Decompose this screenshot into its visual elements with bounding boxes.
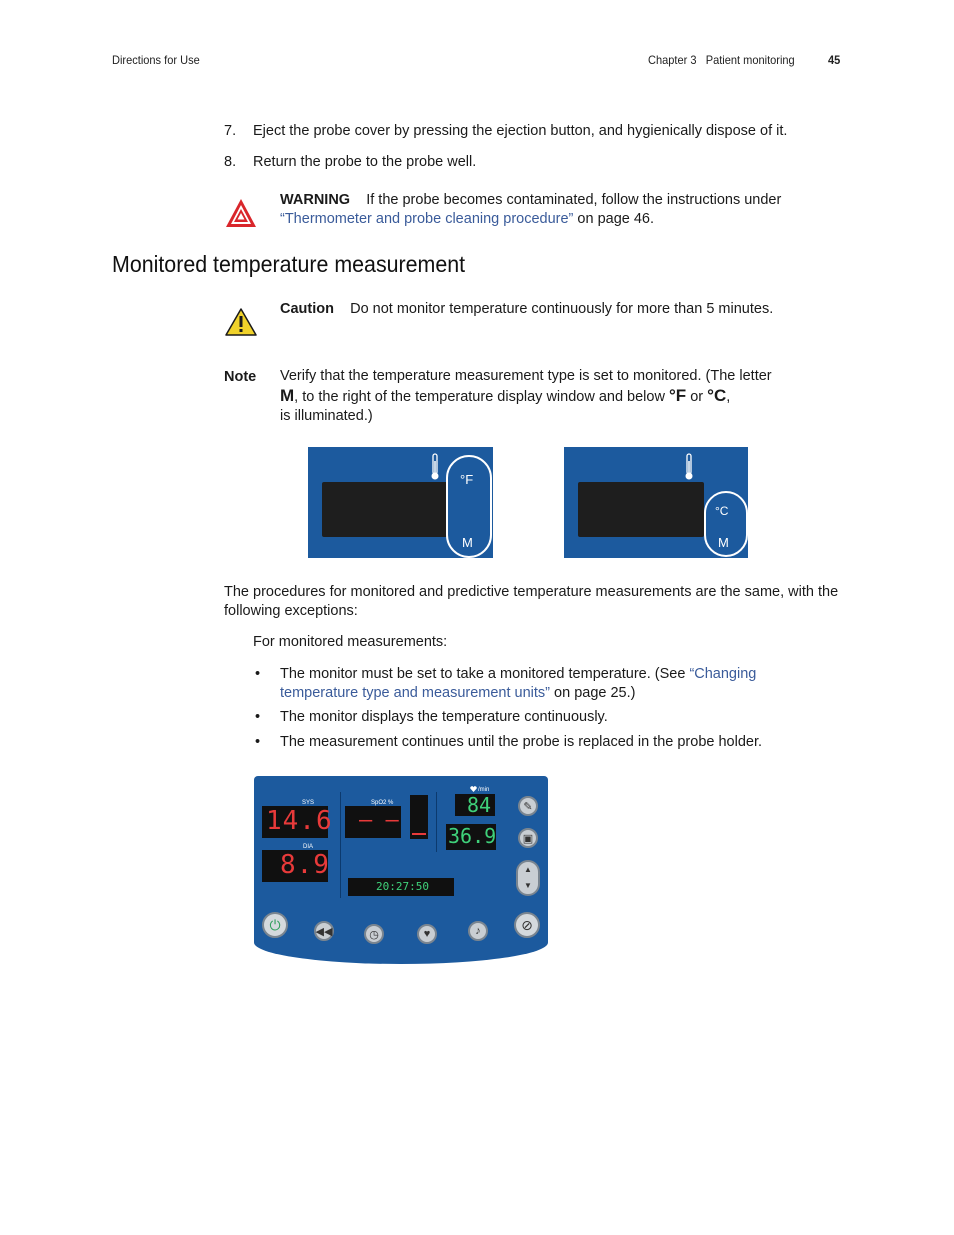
page-number: 45 [828,53,841,67]
pulse-display [455,794,495,816]
temp-value: 36.9 [448,824,497,848]
temp-display [446,824,496,850]
warning-block [280,191,840,229]
monitor-front-panel [254,776,548,964]
mode-label: M [462,535,473,550]
note-or: or [690,389,704,405]
bullet-marker: • [255,666,261,682]
temp-panel-fahrenheit [308,447,493,558]
bullet-1-text-after: on page 25.) [554,685,636,701]
down-arrow-icon: ▼ [524,881,532,890]
chapter-number: Chapter 3 [648,53,697,67]
sys-label: SYS [302,800,315,806]
bullet-marker: • [255,709,261,725]
pulse-bar-graph [410,795,428,839]
unit-label: °C [715,504,729,518]
probe-icon: ✎ [523,800,533,813]
warning-text: If the probe becomes contaminated, follow the instructions under [366,192,782,208]
clock-display [348,878,454,896]
note-line-3: is illuminated.) [280,408,373,424]
bullet-1-link[interactable]: “Changing temperature type and measurement units” [280,666,757,701]
caution-label: Caution [280,301,334,317]
spo2-value: – – [359,808,399,833]
unit-f: °F [668,386,687,405]
unit-label: °F [460,472,474,487]
rewind-button[interactable] [314,921,334,941]
thermometer-icon [684,453,694,481]
step-7 [224,122,236,141]
print-icon: ▣ [522,832,534,845]
temperature-lcd [578,482,704,537]
spo2-display [345,806,401,838]
note-line-2 [280,386,840,407]
step-number: 7. [224,123,237,139]
note-line-2-text: , to the right of the temperature display window and below [294,389,665,405]
divider [436,792,437,852]
bar-segment [412,833,426,835]
timer-icon: ◷ [369,928,379,941]
print-button[interactable] [518,828,538,848]
note-label: Note [224,369,257,385]
up-arrow-icon: ▲ [524,865,532,874]
divider [340,792,341,898]
bullet-1 [280,665,825,703]
sys-value: 14.6 [266,806,333,836]
power-icon: ⏻ [269,916,281,933]
mode-label: M [718,535,729,550]
note-line-1: Verify that the temperature measurement type is set to monitored. (The letter [280,368,772,384]
procedures-paragraph: The procedures for monitored and predictive temperature measurements are the same, with the following exceptions: [224,584,839,619]
pulse-unit: /min [478,787,490,793]
monitored-intro: For monitored measurements: [253,634,448,650]
step-number: 8. [224,154,237,170]
note-comma: , [726,389,731,405]
note-text [280,367,840,426]
warning-link[interactable]: “Thermometer and probe cleaning procedure” [280,211,574,227]
clock-value: 20:27:50 [376,880,429,893]
silence-button[interactable] [514,912,540,938]
warning-text-after: on page 46. [577,211,655,227]
pulse-value: 84 [467,793,492,817]
dia-display [262,850,328,882]
dia-label: DIA [303,844,314,850]
letter-m: M [280,386,295,405]
chapter-title: Patient monitoring [705,53,795,67]
unit-c: °C [707,386,727,405]
warning-triangle-icon [224,197,258,229]
warning-label: WARNING [280,192,351,208]
silence-icon: ⊘ [521,916,533,933]
bullet-3: The measurement continues until the probe is replaced in the probe holder. [280,734,763,750]
header-left: Directions for Use [112,53,200,67]
temperature-lcd [322,482,448,537]
nibp-button[interactable] [417,924,437,944]
bell-icon: ♪ [475,925,481,937]
step-8 [224,153,236,172]
caution-text: Do not monitor temperature continuously for more than 5 minutes. [350,301,774,317]
section-title: Monitored temperature measurement [112,251,466,277]
power-button[interactable] [262,912,288,938]
probe-button[interactable] [518,796,538,816]
bullet-2: The monitor displays the temperature continuously. [280,709,608,725]
temp-panel-celsius [564,447,748,558]
bullet-marker: • [255,734,261,750]
header-chapter [648,53,795,67]
up-down-button[interactable] [516,860,540,896]
rewind-icon: ◀◀ [315,925,333,938]
spo2-label: SpO2 % [371,800,394,806]
bullet-1-text: The monitor must be set to take a monitored temperature. (See [280,666,686,682]
step-7-text: Eject the probe cover by pressing the ejection button, and hygienically dispose of it. [253,123,788,139]
heart-icon [470,786,477,792]
caution-triangle-icon [224,307,258,337]
cuff-icon: ♥ [423,928,431,940]
caution-block [280,300,773,319]
thermometer-icon [430,453,440,481]
dia-value: 8.9 [280,850,330,880]
sys-display [262,806,333,838]
step-8-text: Return the probe to the probe well. [253,154,477,170]
interval-button[interactable] [364,924,384,944]
alarm-button[interactable] [468,921,488,941]
